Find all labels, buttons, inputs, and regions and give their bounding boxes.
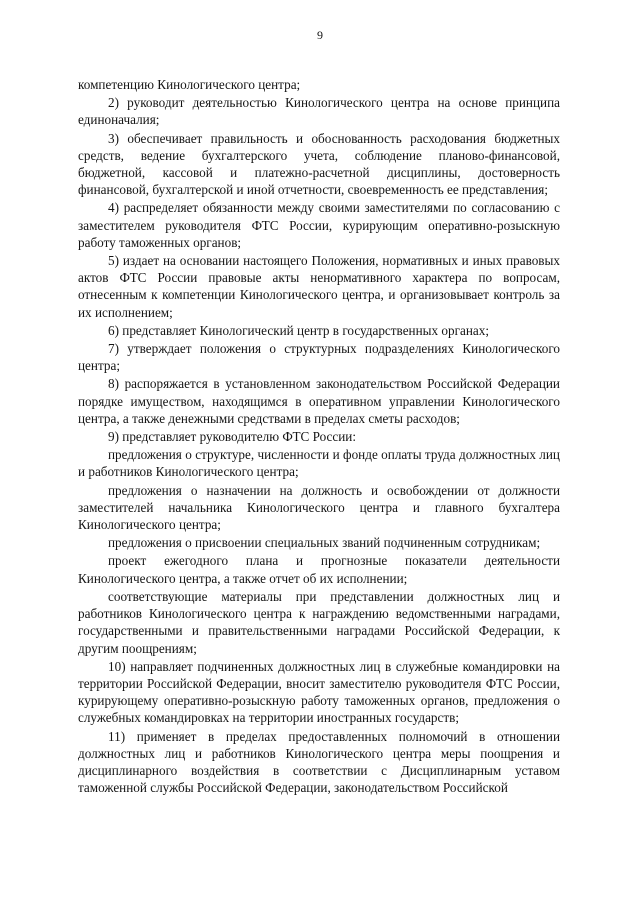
paragraph: 9) представляет руководителю ФТС России: xyxy=(108,429,357,445)
paragraph: компетенцию Кинологического центра; xyxy=(78,77,301,92)
paragraph: 8) распоряжается в установленном законодательством Российской Федерации порядке имуществом, находящимся в оперативном управлении Кинологического центра, а также денежными средствами в пределах сметы расходов; xyxy=(78,376,560,426)
page-number: 9 xyxy=(317,28,323,42)
document-body xyxy=(78,76,560,797)
paragraph: проект ежегодного плана и прогнозные показатели деятельности Кинологического центра, а также отчет об их исполнении; xyxy=(78,553,560,586)
paragraph: соответствующие материалы при представлении должностных лиц и работников Кинологического центра к награждению ведомственными наградами, государственными и правительственными наградами Российской Федерации, к другим поощрениям; xyxy=(78,588,560,656)
paragraph: 4) распределяет обязанности между своими заместителями по согласованию с заместителем руководителя ФТС России, курирующим оперативно-розыскную работу таможенных органов; xyxy=(78,200,560,250)
paragraph: 5) издает на основании настоящего Положения, нормативных и иных правовых актов ФТС России правовые акты ненормативного характера по вопросам, отнесенным к компетенции Кинологического центра, и организовывает контроль за их исполнением; xyxy=(78,253,560,320)
paragraph: 2) руководит деятельностью Кинологического центра на основе принципа единоначалия; xyxy=(78,95,560,128)
paragraph: предложения о структуре, численности и фонде оплаты труда должностных лиц и работников Кинологического центра; xyxy=(78,447,560,480)
paragraph: 6) представляет Кинологический центр в государственных органах; xyxy=(108,322,490,338)
paragraph: 11) применяет в пределах предоставленных полномочий в отношении должностных лиц и работников Кинологического центра меры поощрения и дисциплинарного воздействия в соответствии с Дисциплинарным уставом таможенной службы Российской Федерации, законодательством Российской xyxy=(78,728,560,796)
paragraph: 10) направляет подчиненных должностных лиц в служебные командировки на территории Российской Федерации, вносит заместителю руководителя ФТС России, курирующему оперативно-розыскную работу таможенных органов, предложения о служебных командировках на территории иностранных государств; xyxy=(78,658,560,726)
paragraph: 3) обеспечивает правильность и обоснованность расходования бюджетных средств, ведение бухгалтерского учета, соблюдение планово-финансовой, бюджетной, кассовой и платежно-расчетной дисциплины, достоверность финансовой, бухгалтерской и иной отчетности, своевременность ее представления; xyxy=(78,130,560,198)
paragraph: 7) утверждает положения о структурных подразделениях Кинологического центра; xyxy=(78,341,560,374)
paragraph: предложения о присвоении специальных званий подчиненным сотрудникам; xyxy=(108,535,541,551)
paragraph: предложения о назначении на должность и освобождении от должности заместителей начальника Кинологического центра и главного бухгалтера Кинологического центра; xyxy=(78,482,560,533)
